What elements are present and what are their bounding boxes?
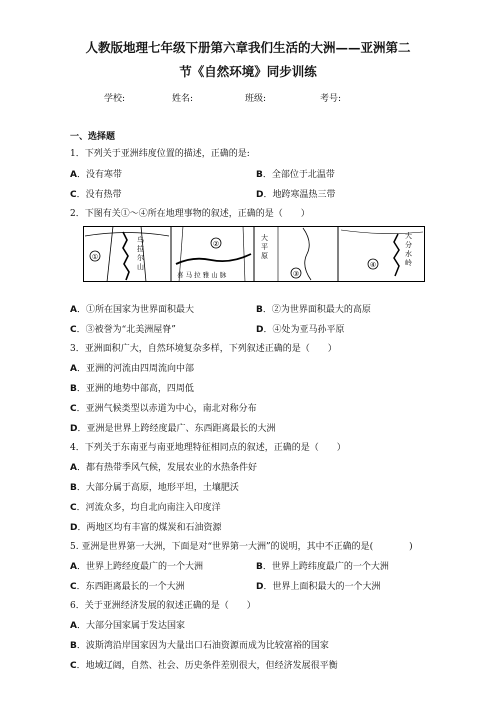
- q6-option-b[interactable]: B．波斯湾沿岸国家因为大量出口石油资源而成为比较富裕的国家: [70, 641, 329, 651]
- school-label: 学校:: [104, 94, 126, 104]
- panel-4-label-char: 岭: [405, 259, 412, 267]
- panel-3-label-char: 原: [261, 252, 268, 260]
- q5-option-a[interactable]: A．世界上跨经度最广的一个大洲: [70, 562, 203, 572]
- panel-3-label-char: 平: [261, 243, 268, 251]
- doc-title-line-1: 人教版地理七年级下册第六章我们生活的大洲——亚洲第二: [85, 40, 411, 55]
- q6-option-a[interactable]: A．大部分国家属于发达国家: [70, 621, 185, 631]
- panel-1-number: ①: [91, 253, 99, 261]
- number-label: 考号:: [320, 94, 342, 104]
- q3-option-b[interactable]: B．亚洲的地势中部高，四周低: [70, 384, 194, 394]
- question-3-stem: 3．亚洲面积广大，自然环境复杂多样，下列叙述正确的是（ ）: [70, 344, 337, 354]
- q2-option-c[interactable]: C．③被誉为“北美洲屋脊”: [70, 325, 176, 335]
- q4-option-a[interactable]: A．都有热带季风气候，发展农业的水热条件好: [70, 463, 257, 473]
- q6-option-c[interactable]: C．地域辽阔，自然、社会、历史条件差别很大，但经济发展很平衡: [70, 661, 338, 671]
- q2-option-d[interactable]: D．④处为亚马孙平原: [256, 325, 345, 335]
- q5-option-c[interactable]: C．东西距离最长的一个大洲: [70, 582, 185, 592]
- q3-option-a[interactable]: A．亚洲的河流由四周流向中部: [70, 364, 194, 374]
- panel-4: [341, 230, 423, 276]
- q5-option-b[interactable]: B．世界上跨纬度最广的一个大洲: [256, 562, 389, 572]
- panel-1-label-char: 乌: [137, 236, 144, 244]
- doc-title-line-2: 节《自然环境》同步训练: [179, 64, 317, 79]
- map-figure: [83, 226, 425, 282]
- panel-3: [261, 226, 311, 282]
- q5-option-d[interactable]: D．世界上面积最大的一个大洲: [256, 582, 381, 592]
- panel-3-number: ③: [292, 270, 300, 278]
- section-heading: 一、选择题: [70, 132, 116, 142]
- q1-option-c[interactable]: C．没有热带: [70, 190, 122, 200]
- q4-option-c[interactable]: C．河流众多，均自北向南注入印度洋: [70, 503, 221, 513]
- panel-2-number: ②: [212, 240, 220, 248]
- panel-1-label-char: 山: [137, 263, 144, 271]
- q1-option-b[interactable]: B．全部位于北温带: [256, 170, 335, 180]
- panel-4-label-char: 大: [405, 232, 412, 240]
- question-6-stem: 6．关于亚洲经济发展的叙述正确的是（ ）: [70, 601, 256, 611]
- question-2-stem: 2．下图有关①～④所在地理事物的叙述，正确的是（ ）: [70, 209, 310, 219]
- panel-2-label: 喜 马 拉 雅 山 脉: [177, 271, 227, 279]
- q3-option-d[interactable]: D．亚洲是世界上跨经度最广、东西距离最长的大洲: [70, 424, 276, 434]
- q4-option-b[interactable]: B．大部分属于高原，地形平坦，土壤肥沃: [70, 483, 239, 493]
- q3-option-c[interactable]: C．亚洲气候类型以赤道为中心，南北对称分布: [70, 404, 257, 414]
- q1-option-a[interactable]: A．没有寒带: [70, 170, 122, 180]
- question-5-stem: 5. 亚洲是世界第一大洲，下面是对“世界第一大洲”的说明，其中不正确的是( ): [70, 542, 413, 552]
- panel-4-label-char: 水: [405, 250, 412, 258]
- q2-option-b[interactable]: B．②为世界面积最大的高原: [256, 305, 371, 315]
- question-4-stem: 4．下列关于东南亚与南亚地理特征相同点的叙述，正确的是（ ）: [70, 443, 346, 453]
- panel-4-label-char: 分: [405, 241, 412, 249]
- name-label: 姓名:: [172, 94, 194, 104]
- panel-1-label-char: 拉: [137, 245, 144, 253]
- panel-1: [85, 226, 169, 282]
- panel-2: [176, 226, 251, 282]
- panel-3-label-char: 大: [261, 234, 268, 242]
- panel-4-number: ④: [369, 261, 377, 269]
- class-label: 班级:: [245, 94, 267, 104]
- panel-1-label-char: 尔: [137, 254, 144, 262]
- q4-option-d[interactable]: D．两地区均有丰富的煤炭和石油资源: [70, 523, 222, 533]
- question-1-stem: 1．下列关于亚洲纬度位置的描述，正确的是:: [70, 149, 250, 159]
- q1-option-d[interactable]: D．地跨寒温热三带: [256, 190, 336, 200]
- q2-option-a[interactable]: A．①所在国家为世界面积最大: [70, 305, 194, 315]
